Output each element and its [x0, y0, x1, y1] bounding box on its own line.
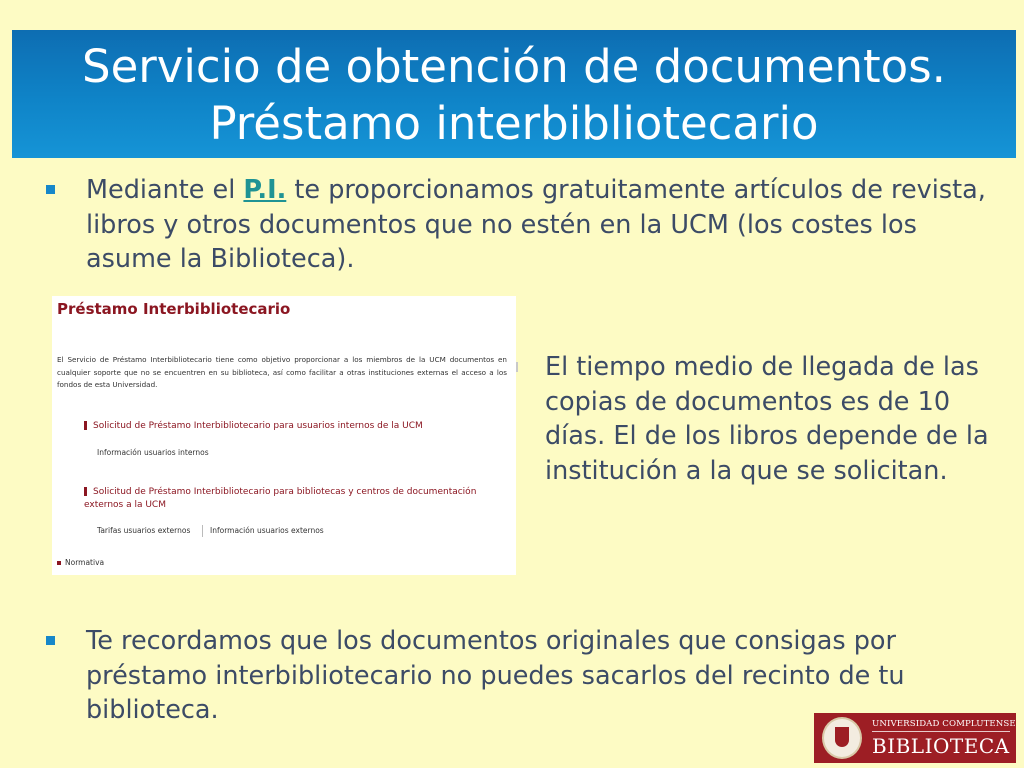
- seal-crest: [835, 727, 849, 747]
- slide-title-line2: Préstamo interbibliotecario: [209, 97, 819, 150]
- bullet-text-1-end: te proporcionamos gratuitamente artículos de revista, libros y otros documentos que no estén en la UCM (los costes los asume la Biblioteca).: [86, 175, 986, 274]
- screenshot-title: Préstamo Interbibliotecario: [57, 300, 291, 318]
- slide-title-line1: Servicio de obtención de documentos.: [82, 40, 946, 93]
- bullet-square-icon: [46, 636, 55, 645]
- pi-link[interactable]: P.I.: [243, 175, 287, 205]
- university-seal-icon: [822, 717, 862, 759]
- bullet-text-2: Te recordamos que los documentos originales que consigas por préstamo interbibliotecario no puedes sacarlos del recinto de tu biblioteca.: [86, 626, 905, 725]
- normativa-label: Normativa: [65, 558, 105, 567]
- bullet-text-1-start: Mediante el: [86, 175, 244, 205]
- external-request-link-label: Solicitud de Préstamo Interbibliotecario para bibliotecas y centros de documentación externos a la UCM: [84, 487, 477, 510]
- scrollbar-fragment: [516, 362, 518, 372]
- bullet-square-icon: [46, 185, 55, 194]
- screenshot-description: El Servicio de Préstamo Interbibliotecario tiene como objetivo proporcionar a los miembros de la UCM documentos en cualquier soporte que no se encuentren en su biblioteca, así como facilitar a otras instituciones externas el acceso a los fondos de esta Universidad.: [57, 355, 507, 389]
- bullet-text-1: [86, 173, 986, 277]
- bullet-item-1: [46, 173, 986, 277]
- logo-university-text: UNIVERSIDAD COMPLUTENSE: [872, 719, 1016, 729]
- logo-library-text: BIBLIOTECA: [872, 734, 1010, 758]
- bullet-item-2: [46, 624, 986, 728]
- slide-title: [12, 30, 1016, 158]
- library-logo: [814, 713, 1016, 763]
- red-marker-icon: [84, 421, 87, 430]
- external-request-link[interactable]: [84, 486, 509, 512]
- red-marker-icon: [84, 487, 87, 496]
- normativa-link[interactable]: [57, 558, 104, 567]
- internal-request-link[interactable]: [84, 420, 423, 433]
- internal-request-link-label: Solicitud de Préstamo Interbibliotecario para usuarios internos de la UCM: [93, 421, 423, 431]
- library-page-screenshot: [52, 296, 516, 575]
- external-info-link[interactable]: Información usuarios externos: [210, 526, 324, 535]
- link-separator: [202, 525, 203, 537]
- logo-divider: [872, 731, 1010, 732]
- small-square-icon: [57, 561, 61, 565]
- internal-info-link[interactable]: Información usuarios internos: [97, 448, 209, 457]
- delivery-time-text: El tiempo medio de llegada de las copias de documentos es de 10 días. El de los libros depende de la institución a la que se solicitan.: [545, 352, 989, 486]
- external-rates-link[interactable]: Tarifas usuarios externos: [97, 526, 191, 535]
